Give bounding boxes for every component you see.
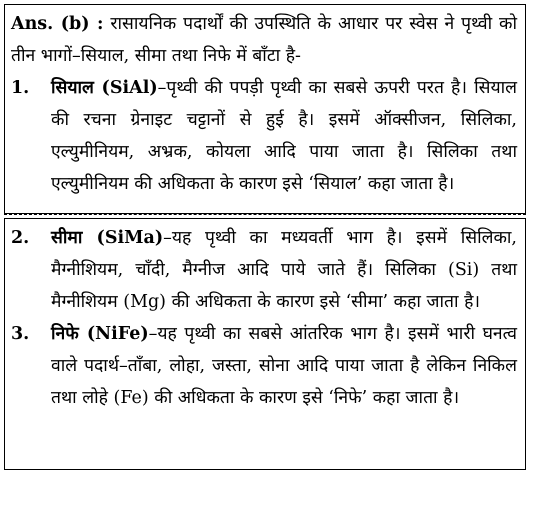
list-item-nife <box>11 318 517 414</box>
item-number: 2. <box>11 228 30 248</box>
intro-paragraph <box>11 8 517 72</box>
item-text: –पृथ्वी की पपड़ी पृथ्वी का सबसे ऊपरी परत है। सियाल की रचना ग्रेनाइट चट्टानों से हुई है। इसमें ऑक्सीजन, सिलिका, एल्युमीनियम, अभ्रक, कोयला आदि पाया जाता है। सिलिका तथा एल्युमीनियम की अधिकता के कारण इसे ‘सियाल’ कहा जाता है। <box>51 78 517 194</box>
item-term: सियाल (SiAl) <box>51 78 158 98</box>
item-text: –यह पृथ्वी का सबसे आंतरिक भाग है। इसमें भारी घनत्व वाले पदार्थ–ताँबा, लोहा, जस्ता, सोना आदि पाया जाता है लेकिन निकिल तथा लोहे (Fe) की अधिकता के कारण इसे ‘निफे’ कहा जाता है। <box>51 324 518 408</box>
item-text: –यह पृथ्वी का मध्यवर्ती भाग है। इसमें सिलिका, मैग्नीशियम, चाँदी, मैग्नीज आदि पाये जाते हैं। सिलिका (Si) तथा मैग्नीशियम (Mg) की अधिकता के कारण इसे ‘सीमा’ कहा जाता है। <box>51 228 517 312</box>
dashed-divider <box>4 214 526 215</box>
answer-box-bottom <box>4 218 526 470</box>
item-body <box>51 72 517 200</box>
item-number: 1. <box>11 78 30 98</box>
list-item-sima <box>11 222 517 318</box>
answer-label: Ans. (b) : <box>11 14 104 34</box>
item-body <box>51 222 517 318</box>
answer-box-top <box>4 4 526 214</box>
item-body <box>51 318 517 414</box>
intro-text: रासायनिक पदार्थों की उपस्थिति के आधार पर स्वेस ने पृथ्वी को तीन भागों–सियाल, सीमा तथा निफे में बाँटा है- <box>11 14 517 66</box>
item-term: सीमा (SiMa) <box>51 228 164 248</box>
list-item-sial <box>11 72 517 200</box>
item-term: निफे (NiFe) <box>51 324 149 344</box>
item-number: 3. <box>11 324 30 344</box>
